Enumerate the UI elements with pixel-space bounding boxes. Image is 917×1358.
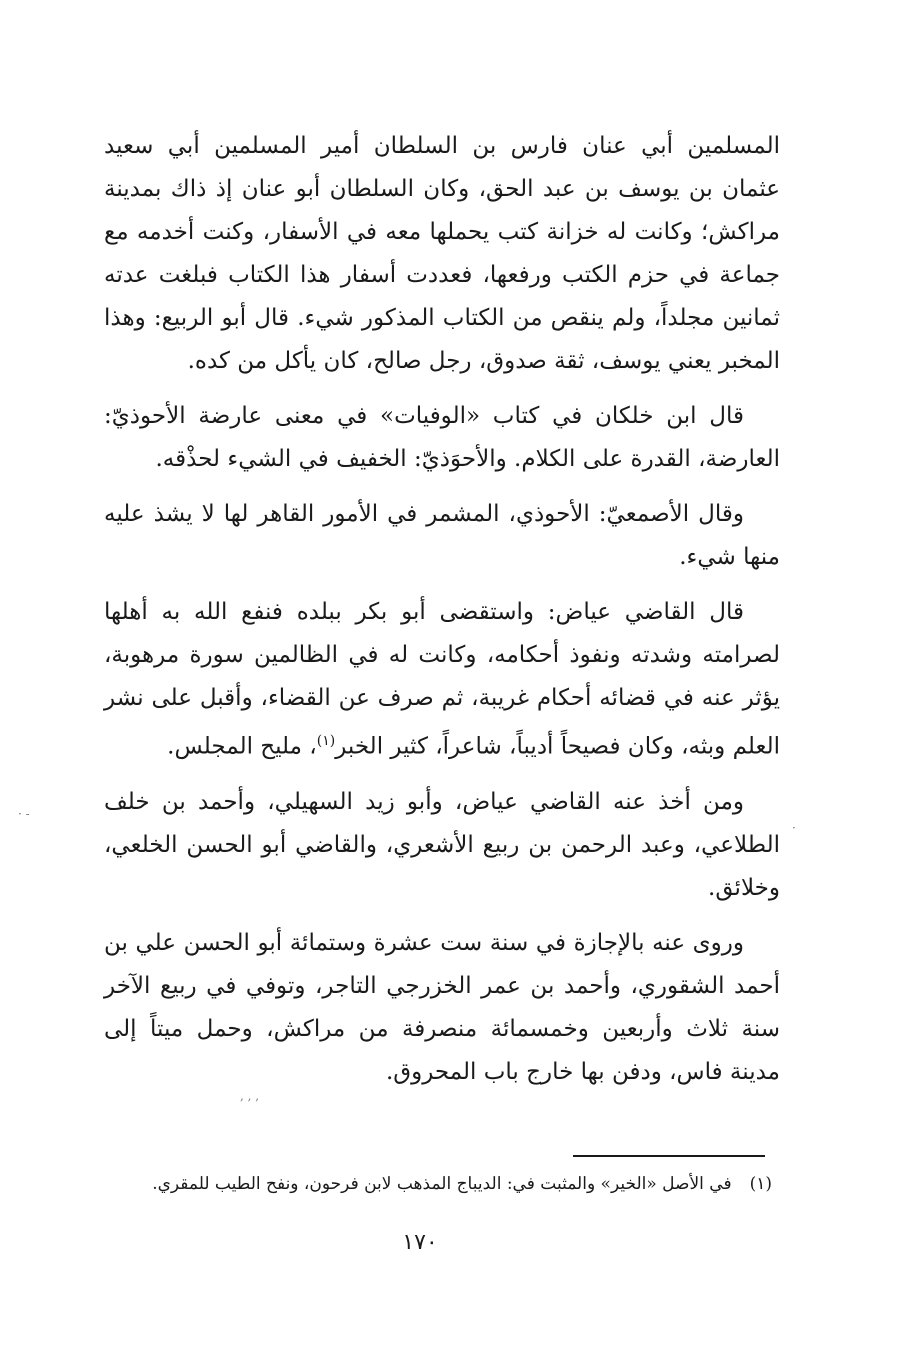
scan-speck: , , ,	[240, 1089, 260, 1103]
paragraph-1: المسلمين أبي عنان فارس بن السلطان أمير المسلمين أبي سعيد عثمان بن يوسف بن عبد الحق، وكان السلطان أبو عنان إذ ذاك بمدينة مراكش؛ وكانت له خزانة كتب يحملها معه في الأسفار، وكنت أخدمه مع جماعة في حزم الكتب ورفعها، فعددت أسفار هذا الكتاب فبلغت عدته ثمانين مجلداً، ولم ينقص من الكتاب المذكور شيء. قال أبو الربيع: وهذا المخبر يعني يوسف، ثقة صدوق، رجل صالح، كان يأكل من كده.	[104, 133, 780, 374]
footnote-reference: (١)	[316, 733, 336, 749]
paragraph-6: وروى عنه بالإجازة في سنة ست عشرة وستمائة أبو الحسن علي بن أحمد الشقوري، وأحمد بن عمر الخزرجي التاجر، وتوفي في ربيع الآخر سنة ثلاث وأربعين وخمسمائة منصرفة من مراكش، وحمل ميتاً إلى مدينة فاس، ودفن بها خارج باب المحروق.	[104, 929, 780, 1085]
paragraph-4-tail: ، مليح المجلس.	[167, 733, 317, 760]
footnote-divider	[573, 1155, 765, 1157]
scan-speck: · -	[18, 807, 30, 821]
footnote-marker: (١)	[749, 1174, 772, 1194]
paragraph-4-text: قال القاضي عياض: واستقضى أبو بكر ببلده فنفع الله به أهلها لصرامته وشدته ونفوذ أحكامه، وكانت له في الظالمين سورة مرهوبة، يؤثر عنه في قضائه أحكام غريبة، ثم صرف عن القضاء، وأقبل على نشر العلم وبثه، وكان فصيحاً أديباً، شاعراً، كثير الخبر	[104, 599, 780, 760]
footnote	[138, 1170, 772, 1198]
footnote-text: في الأصل «الخير» والمثبت في: الديباج المذهب لابن فرحون، ونفح الطيب للمقري.	[152, 1174, 732, 1194]
paragraph-3: وقال الأصمعيّ: الأحوذي، المشمر في الأمور القاهر لها لا يشذ عليه منها شيء.	[104, 501, 780, 570]
scan-speck: ·	[792, 821, 796, 835]
paragraph-4	[104, 591, 780, 769]
paragraph-2: قال ابن خلكان في كتاب «الوفيات» في معنى عارضة الأحوذيّ: العارضة، القدرة على الكلام. والأحوَذيّ: الخفيف في الشيء لحذْقه.	[104, 403, 780, 472]
paragraph-5: ومن أخذ عنه القاضي عياض، وأبو زيد السهيلي، وأحمد بن خلف الطلاعي، وعبد الرحمن بن ربيع الأشعري، والقاضي أبو الحسن الخلعي، وخلائق.	[104, 788, 780, 901]
main-text	[104, 125, 780, 1094]
page-number: ١٧٠	[402, 1230, 438, 1255]
